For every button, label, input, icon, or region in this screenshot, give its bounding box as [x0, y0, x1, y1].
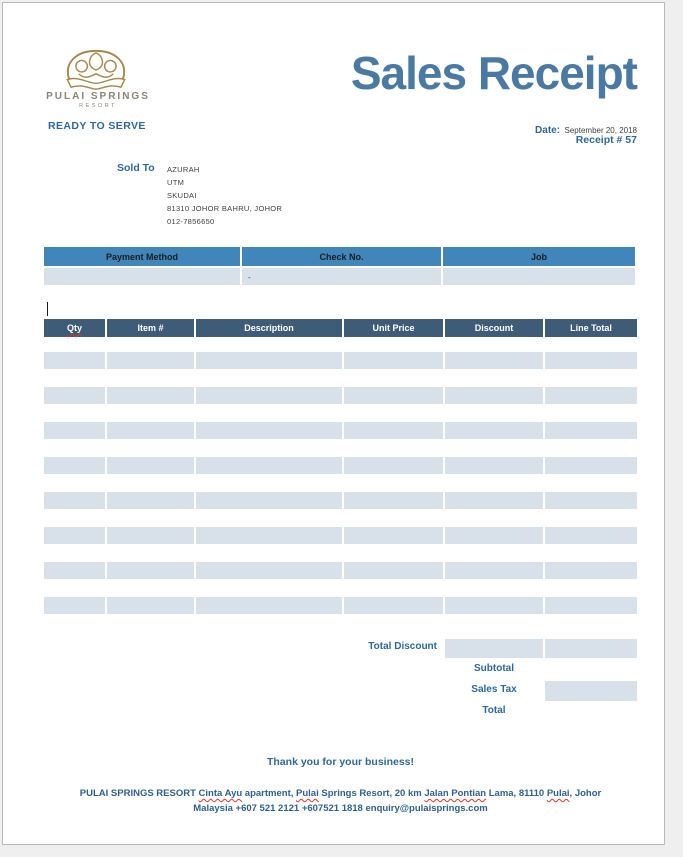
- item-cell[interactable]: [196, 527, 342, 544]
- item-cell[interactable]: [44, 492, 105, 509]
- item-cell[interactable]: [344, 562, 443, 579]
- item-cell[interactable]: [107, 387, 194, 404]
- item-row: [44, 387, 637, 404]
- payment-method-cell[interactable]: [44, 268, 240, 285]
- item-row: [44, 597, 637, 614]
- item-cell[interactable]: [196, 422, 342, 439]
- footer-text: Springs Resort, 20 km: [318, 788, 425, 799]
- item-cell[interactable]: [44, 527, 105, 544]
- item-cell[interactable]: [107, 527, 194, 544]
- check-no-cell[interactable]: -: [242, 268, 441, 285]
- payment-table-row: [44, 268, 637, 285]
- item-cell[interactable]: [344, 527, 443, 544]
- item-cell[interactable]: [445, 457, 543, 474]
- thank-you-message: Thank you for your business!: [266, 756, 415, 768]
- item-cell[interactable]: [445, 597, 543, 614]
- item-cell[interactable]: [445, 527, 543, 544]
- item-cell[interactable]: [107, 597, 194, 614]
- item-cell[interactable]: [344, 457, 443, 474]
- payment-table-header: [44, 247, 637, 266]
- item-row: [44, 422, 637, 439]
- item-cell[interactable]: [445, 492, 543, 509]
- sold-to-line[interactable]: AZURAH: [167, 165, 200, 174]
- total-discount-label: Total Discount: [368, 641, 437, 652]
- page-title: Sales Receipt: [350, 47, 637, 99]
- job-header: Job: [443, 247, 635, 266]
- total-label: Total: [482, 705, 506, 716]
- footer-text: Pulai: [296, 788, 319, 799]
- footer-text: Cinta Ayu: [198, 788, 243, 799]
- item-cell[interactable]: [545, 387, 637, 404]
- item-cell[interactable]: [196, 492, 342, 509]
- item-cell[interactable]: [196, 387, 342, 404]
- footer-address: [24, 786, 657, 816]
- sales-tax-label: Sales Tax: [471, 684, 517, 695]
- resort-tagline: READY TO SERVE: [48, 120, 146, 132]
- item-row: [44, 562, 637, 579]
- resort-crest-logo-icon: [58, 48, 134, 92]
- job-cell[interactable]: [443, 268, 635, 285]
- item-cell[interactable]: [196, 352, 342, 369]
- sold-to-label: Sold To: [117, 162, 155, 174]
- item-cell[interactable]: [545, 492, 637, 509]
- item-cell[interactable]: [445, 352, 543, 369]
- item-row: [44, 352, 637, 369]
- item-cell[interactable]: [545, 527, 637, 544]
- item-cell[interactable]: [344, 387, 443, 404]
- item-cell[interactable]: [344, 422, 443, 439]
- sold-to-line[interactable]: SKUDAI: [167, 191, 197, 200]
- item-cell[interactable]: [545, 457, 637, 474]
- item-row: [44, 527, 637, 544]
- footer-text: Lama, 81110: [486, 788, 547, 799]
- sold-to-line[interactable]: 81310 JOHOR BAHRU, JOHOR: [167, 204, 283, 213]
- item-cell[interactable]: [107, 422, 194, 439]
- line-total-header: Line Total: [545, 319, 637, 337]
- subtotal-label: Subtotal: [474, 663, 514, 674]
- item-cell[interactable]: [196, 597, 342, 614]
- qty-header: Qty: [44, 319, 105, 337]
- item-cell[interactable]: [445, 387, 543, 404]
- item-cell[interactable]: [107, 562, 194, 579]
- item-cell[interactable]: [44, 562, 105, 579]
- discount-header: Discount: [445, 319, 543, 337]
- footer-text: Pulai: [546, 788, 570, 799]
- payment-method-header: Payment Method: [44, 247, 240, 266]
- item-cell[interactable]: [545, 597, 637, 614]
- item-cell[interactable]: [44, 422, 105, 439]
- item-cell[interactable]: [344, 492, 443, 509]
- receipt-number[interactable]: Receipt # 57: [575, 134, 637, 146]
- total-discount-line-total-value[interactable]: [545, 639, 637, 658]
- item-cell[interactable]: [344, 597, 443, 614]
- item-cell[interactable]: [107, 352, 194, 369]
- item-no-header: Item #: [107, 319, 194, 337]
- footer-text: , Johor: [569, 788, 602, 799]
- sales-tax-value[interactable]: [545, 681, 637, 701]
- payment-table: [44, 247, 637, 285]
- item-cell[interactable]: [44, 387, 105, 404]
- item-cell[interactable]: [44, 457, 105, 474]
- item-row: [44, 457, 637, 474]
- item-row: [44, 492, 637, 509]
- footer-text: apartment,: [242, 788, 297, 799]
- date-value[interactable]: September 20, 2018: [564, 126, 637, 135]
- footer-text: Jalan Pontian: [424, 788, 487, 799]
- sold-to-line[interactable]: UTM: [167, 178, 185, 187]
- item-cell[interactable]: [44, 352, 105, 369]
- description-header: Description: [196, 319, 342, 337]
- item-cell[interactable]: [196, 457, 342, 474]
- footer-company-name: PULAI SPRINGS RESORT: [79, 788, 199, 799]
- item-cell[interactable]: [344, 352, 443, 369]
- items-table-header: [44, 319, 637, 337]
- logo-resort-sub: RESORT: [79, 103, 117, 109]
- item-cell[interactable]: [545, 422, 637, 439]
- item-cell[interactable]: [545, 352, 637, 369]
- items-rows: [44, 352, 637, 632]
- date-label: Date:: [535, 125, 561, 136]
- sold-to-line[interactable]: 012-7856650: [167, 217, 215, 226]
- logo-resort-name: PULAI SPRINGS: [46, 91, 150, 102]
- check-no-header: Check No.: [242, 247, 441, 266]
- item-cell[interactable]: [107, 457, 194, 474]
- footer-line-2: Malaysia +607 521 2121 +607521 1818 enquiry@pulaisprings.com: [193, 803, 488, 814]
- unit-price-header: Unit Price: [344, 319, 443, 337]
- item-cell[interactable]: [107, 492, 194, 509]
- footer-line-1: [24, 786, 657, 801]
- item-cell[interactable]: [445, 422, 543, 439]
- item-cell[interactable]: [445, 562, 543, 579]
- item-cell[interactable]: [545, 562, 637, 579]
- sold-to-address[interactable]: [167, 163, 282, 228]
- item-cell[interactable]: [196, 562, 342, 579]
- item-cell[interactable]: [44, 597, 105, 614]
- total-discount-value[interactable]: [445, 639, 543, 658]
- text-cursor: [47, 302, 48, 316]
